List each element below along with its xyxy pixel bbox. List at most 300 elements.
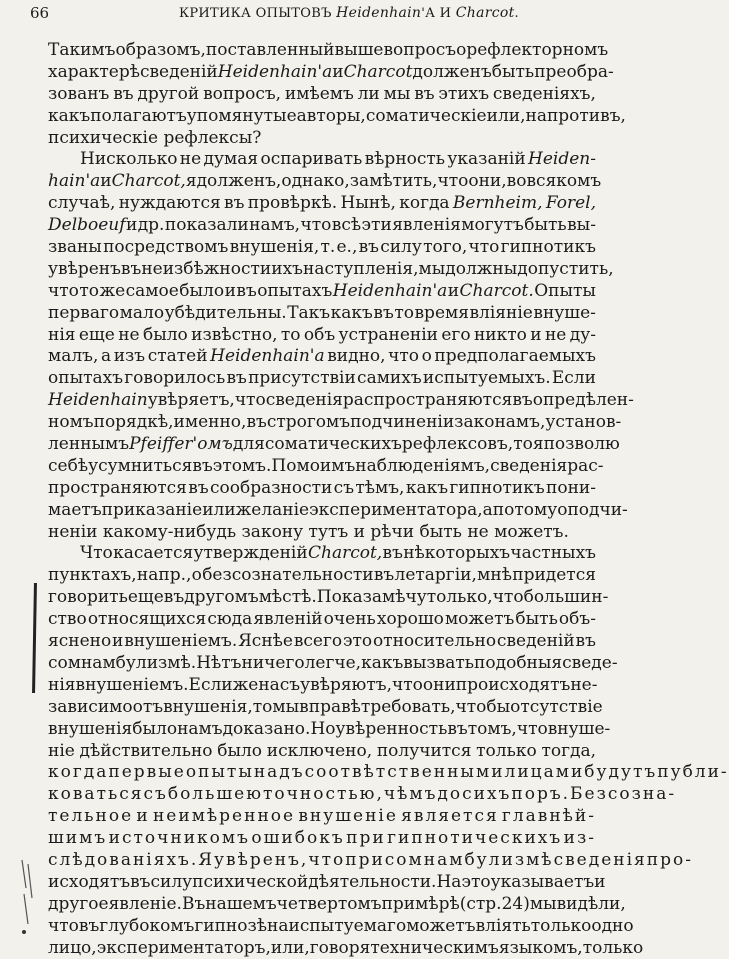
word: желаніе — [235, 499, 310, 520]
word: они, — [468, 171, 507, 192]
word: изъ — [113, 346, 146, 367]
word: внуше- — [547, 718, 611, 739]
word: что — [437, 171, 469, 192]
word: установ- — [545, 412, 622, 433]
page-number: 66 — [30, 4, 50, 22]
word: какъ — [405, 477, 449, 498]
word: они — [422, 674, 456, 695]
word: опытахъ — [48, 368, 124, 389]
word: или, — [270, 937, 310, 958]
text-line — [48, 762, 729, 784]
word: 24) — [501, 893, 530, 914]
text-line — [48, 193, 596, 215]
word: языкомъ, — [498, 937, 583, 958]
margin-pencil-mark — [32, 583, 37, 693]
text-line — [48, 61, 614, 84]
word: что — [234, 390, 266, 411]
word: пространяются — [48, 477, 187, 498]
word: извѣстно, — [191, 324, 278, 345]
word: техническимъ — [370, 937, 499, 958]
word: другой — [137, 83, 200, 104]
word: большею — [167, 784, 264, 805]
text-line — [48, 696, 603, 719]
word: присутствіи — [248, 368, 356, 389]
word: это — [342, 631, 373, 652]
word: пони- — [546, 477, 596, 498]
word: первые — [108, 762, 186, 783]
word: глубокомъ — [99, 915, 195, 936]
word: упомянутые — [186, 105, 297, 126]
word: испытуемаго — [288, 915, 407, 936]
word: зованъ — [48, 83, 110, 104]
word: сообразности — [209, 477, 333, 498]
word: чѣмъ — [383, 784, 438, 805]
word: въ — [130, 871, 151, 892]
text-line — [48, 171, 602, 193]
word: явленіе. — [108, 893, 182, 914]
word: то — [79, 280, 99, 301]
word: опредѣлен- — [532, 390, 634, 411]
word: hain'а — [48, 171, 101, 192]
word: въ — [226, 368, 247, 389]
word: сведенія — [265, 390, 343, 411]
word: увѣренность — [335, 718, 448, 739]
word: Яснѣе — [238, 631, 293, 652]
word: какъ — [361, 652, 404, 673]
body-text — [48, 40, 729, 959]
word: указываетъ — [490, 871, 595, 892]
word: и — [136, 806, 150, 827]
word: законамъ, — [454, 412, 546, 433]
word: преобра- — [534, 61, 614, 82]
word: однако, — [281, 171, 350, 192]
word: др. — [137, 215, 165, 236]
word: что — [468, 237, 500, 258]
word: частныхъ — [510, 543, 596, 564]
word: одно — [591, 915, 634, 936]
word: внушеніе — [298, 806, 398, 827]
word: же — [99, 280, 126, 301]
word: распространяются — [342, 390, 513, 411]
word: маетъ — [48, 499, 102, 520]
word: можетъ — [406, 915, 476, 936]
word: полагаютъ — [90, 105, 187, 126]
word: Heiden- — [528, 149, 596, 170]
word: На — [436, 871, 462, 892]
word: номъ — [48, 412, 94, 433]
text-line — [48, 849, 693, 872]
text-line — [48, 40, 609, 62]
word: мы — [383, 83, 411, 104]
word: показали — [164, 215, 249, 236]
word: гипнотическихъ — [387, 828, 563, 849]
word: мало — [119, 302, 165, 323]
word: въ — [224, 193, 245, 214]
word: то — [280, 324, 301, 345]
word: быть — [419, 521, 462, 542]
word: ду- — [569, 324, 596, 345]
word: а — [482, 499, 493, 520]
word: только — [530, 915, 592, 936]
word: другое — [48, 893, 109, 914]
word: леннымъ — [48, 434, 130, 455]
word: а — [100, 346, 112, 367]
word: подобныя — [474, 652, 563, 673]
word: мы — [529, 893, 557, 914]
text-line — [48, 149, 596, 171]
word: въ — [113, 83, 134, 104]
word: быть — [524, 215, 567, 236]
word: сведеніяхъ, — [492, 83, 596, 104]
word: будутъ — [584, 762, 658, 783]
text-line — [48, 281, 596, 303]
word: приказаніе — [101, 499, 203, 520]
word: Въ — [181, 893, 206, 914]
word: слѣдованіяхъ. — [48, 849, 199, 870]
word: замѣтить, — [349, 171, 438, 192]
word: о — [191, 565, 202, 586]
word: закону — [241, 521, 304, 542]
word: вѣрность — [364, 149, 446, 170]
word: сюда — [207, 609, 253, 630]
word: дѣятельности. — [308, 871, 437, 892]
word: въ — [512, 390, 533, 411]
word: и — [353, 521, 365, 542]
word: характерѣ — [48, 61, 140, 82]
word: происходятъ — [455, 674, 571, 695]
word: было — [142, 324, 188, 345]
word: позволю — [543, 434, 620, 455]
word: сихъ — [462, 784, 512, 805]
word: нѣкоторыхъ — [403, 543, 511, 564]
text-line — [48, 587, 609, 609]
word: вызвать — [403, 652, 475, 673]
word: Pfeiffer'омъ — [129, 434, 233, 455]
word: какъ — [330, 302, 373, 323]
word: яснено — [48, 631, 112, 652]
word: Такимъ — [48, 40, 116, 60]
word: главнѣй- — [501, 806, 596, 827]
word: что — [300, 215, 332, 236]
word: и — [125, 215, 138, 236]
word: неизбѣжности — [141, 258, 272, 279]
word: Такъ — [287, 302, 331, 323]
word: насъ — [258, 674, 301, 695]
word: увѣренъ — [48, 258, 121, 279]
word: хорошо — [376, 609, 444, 630]
word: видно, — [327, 346, 386, 367]
word: напр., — [136, 565, 192, 586]
word: сомнамбулизмѣ. — [48, 652, 197, 673]
word: испытуемыхъ. — [422, 368, 551, 389]
word: только, — [426, 587, 493, 608]
text-line — [48, 84, 596, 106]
word: въ — [188, 477, 209, 498]
word: исходятъ — [48, 871, 131, 892]
word: тогда, — [541, 740, 596, 761]
word: Безсозна- — [570, 784, 677, 805]
word: т. — [320, 237, 336, 258]
word: могутъ — [461, 215, 524, 236]
word: предполагаемыхъ — [434, 346, 596, 367]
word: соматическіе — [365, 105, 487, 126]
text-line — [48, 325, 596, 347]
word: говоря — [309, 937, 371, 958]
word: внушеніемъ. — [75, 674, 189, 695]
word: летаргіи, — [394, 565, 477, 586]
word: сведенія — [553, 849, 647, 870]
word: мѣстѣ. — [258, 587, 317, 608]
word: нія — [48, 324, 76, 345]
text-line — [48, 741, 596, 763]
word: нія — [48, 674, 76, 695]
word: въ — [382, 543, 403, 564]
word: или, — [486, 105, 526, 126]
word: коваться — [48, 784, 144, 805]
word: явленія — [392, 215, 461, 236]
word: съ — [333, 477, 355, 498]
word: во — [506, 171, 527, 192]
word: вправѣ — [299, 696, 361, 717]
word: всѣ — [331, 215, 362, 236]
text-line — [48, 346, 596, 368]
word: что — [388, 346, 420, 367]
word: внушенія — [48, 718, 133, 739]
word: образомъ, — [115, 40, 206, 60]
word: отъ — [132, 696, 164, 717]
word: Heidenhain'а — [332, 280, 448, 301]
margin-scratch-mark — [18, 858, 42, 928]
word: никто — [473, 324, 527, 345]
word: лицо, — [48, 937, 97, 958]
word: гипнотикъ — [500, 237, 596, 258]
word: для — [232, 434, 265, 455]
word: Charcot, — [111, 171, 186, 192]
word: посредствомъ — [103, 237, 229, 258]
word: оспаривать — [260, 149, 363, 170]
word: Опыты — [534, 280, 596, 301]
word: и — [100, 171, 112, 192]
word: что — [48, 280, 79, 301]
word: что — [48, 915, 79, 936]
word: Я — [198, 849, 215, 870]
word: когда — [399, 193, 450, 214]
word: нашемъ — [205, 893, 277, 914]
word: наступленія, — [303, 258, 419, 279]
word: источникомъ — [108, 828, 250, 849]
word: не — [544, 324, 567, 345]
word: въ — [192, 455, 213, 476]
text-line — [48, 609, 596, 631]
word: вліять — [475, 915, 531, 936]
word: Forel, — [545, 193, 596, 214]
word: По — [271, 455, 297, 476]
word: въ — [236, 280, 257, 301]
text-line — [48, 478, 596, 500]
word: рас- — [567, 455, 604, 476]
word: о — [456, 40, 467, 60]
text-line — [48, 828, 596, 850]
word: когда — [48, 762, 109, 783]
word: и — [112, 631, 124, 652]
word: быть — [491, 61, 535, 82]
word: что — [492, 587, 524, 608]
word: внуше- — [533, 302, 596, 323]
word: же — [232, 674, 259, 695]
word: намъ — [177, 718, 223, 739]
word: мы — [418, 258, 446, 279]
word: сведеній — [496, 631, 575, 652]
word: видѣли, — [556, 893, 626, 914]
word: Нисколько — [80, 149, 178, 170]
word: увѣряетъ, — [147, 390, 235, 411]
word: малъ, — [48, 346, 99, 367]
text-line — [48, 303, 596, 325]
word: вопросъ, — [203, 83, 282, 104]
word: мы — [272, 696, 300, 717]
word: очень — [323, 609, 376, 630]
word: думая — [203, 149, 259, 170]
word: соотвѣтственными — [304, 762, 505, 783]
word: самое — [125, 280, 179, 301]
word: съ — [143, 784, 168, 805]
word: долженъ — [412, 61, 492, 82]
word: случаѣ, — [48, 193, 116, 214]
word: нуждаются — [118, 193, 221, 214]
text-line — [48, 565, 596, 587]
word: Charcot. — [459, 280, 534, 301]
word: ніе — [48, 740, 75, 761]
word: что — [391, 674, 423, 695]
word: про- — [646, 849, 693, 870]
word: сомнамбулизмѣ — [384, 849, 554, 870]
word: выше — [334, 40, 384, 60]
word: усумниться — [88, 455, 193, 476]
word: перваго — [48, 302, 120, 323]
word: всего — [293, 631, 343, 652]
word: или — [202, 499, 236, 520]
word: ство — [48, 609, 87, 630]
word: Charcot — [343, 61, 413, 82]
word: относительно — [372, 631, 497, 652]
word: какъ — [48, 105, 91, 126]
text-line — [48, 806, 596, 828]
word: намъ, — [249, 215, 301, 236]
word: въ — [373, 302, 394, 323]
word: до — [437, 784, 463, 805]
word: то — [394, 302, 414, 323]
word: экспериментаторъ, — [96, 937, 271, 958]
word: что — [308, 849, 346, 870]
word: психическіе — [48, 127, 159, 148]
word: это — [461, 871, 491, 892]
word: Heidenhain'а — [210, 346, 325, 367]
word: легче, — [304, 652, 362, 673]
word: подчиненіи — [350, 412, 455, 433]
text-line — [48, 784, 677, 806]
word: то — [513, 434, 533, 455]
word: въ — [246, 412, 267, 433]
word: дѣйствительно — [79, 740, 213, 761]
word: о — [557, 499, 568, 520]
word: е., — [336, 237, 358, 258]
running-title: КРИТИКА ОПЫТОВЪ Heidenhain'А И Charcot. — [179, 5, 519, 21]
text-line — [48, 652, 618, 675]
word: должны — [445, 258, 518, 279]
word: не — [118, 324, 140, 345]
text-line — [48, 412, 622, 434]
word: сведеній — [139, 61, 218, 82]
word: тутъ — [308, 521, 349, 542]
word: публи- — [657, 762, 729, 783]
word: замѣчу — [362, 587, 427, 608]
word: требовать, — [360, 696, 456, 717]
word: Heidenhain — [48, 390, 148, 411]
word: неимѣренное — [152, 806, 296, 827]
text-line — [48, 390, 634, 412]
word: объ — [303, 324, 336, 345]
word: строгомъ — [266, 412, 351, 433]
word: о — [421, 346, 432, 367]
word: моимъ — [296, 455, 356, 476]
word: внушеніемъ. — [124, 631, 238, 652]
word: лицами — [504, 762, 585, 783]
word: въ — [575, 631, 596, 652]
word: Нынѣ, — [340, 193, 396, 214]
word: званы — [48, 237, 102, 258]
word: и — [224, 280, 236, 301]
word: тельное — [48, 806, 134, 827]
word: рѣчи — [370, 521, 415, 542]
word: и — [447, 280, 460, 301]
word: говорить — [48, 587, 128, 608]
word: порядкѣ, — [93, 412, 174, 433]
word: рефлексовъ, — [401, 434, 514, 455]
word: что — [516, 718, 548, 739]
word: опыты — [185, 762, 254, 783]
word: является — [401, 806, 499, 827]
word: шимъ — [48, 828, 108, 849]
word: его — [441, 324, 471, 345]
word: въ — [373, 565, 395, 586]
word: на — [267, 915, 289, 936]
word: только — [476, 740, 537, 761]
word: отсутствіе — [510, 696, 603, 717]
word: явленій — [253, 609, 323, 630]
word: Bernheim, — [452, 193, 543, 214]
word: Что — [80, 543, 113, 564]
text-line — [48, 258, 614, 281]
word: томъ, — [467, 718, 517, 739]
word: было — [179, 280, 225, 301]
word: авторы, — [296, 105, 366, 126]
word: и — [530, 324, 542, 345]
word: долженъ, — [196, 171, 282, 192]
text-line — [48, 937, 644, 959]
word: экспериментатора, — [309, 499, 483, 520]
text-line — [48, 871, 606, 894]
word: опытахъ — [257, 280, 333, 301]
word: Пока — [316, 587, 363, 608]
margin-dot-mark — [22, 930, 26, 934]
word: и — [594, 871, 606, 892]
word: еще — [127, 587, 164, 608]
text-line — [48, 237, 596, 259]
word: Если — [188, 674, 233, 695]
word: ли — [357, 83, 380, 104]
text-line — [48, 128, 596, 150]
word: чтобы — [455, 696, 511, 717]
